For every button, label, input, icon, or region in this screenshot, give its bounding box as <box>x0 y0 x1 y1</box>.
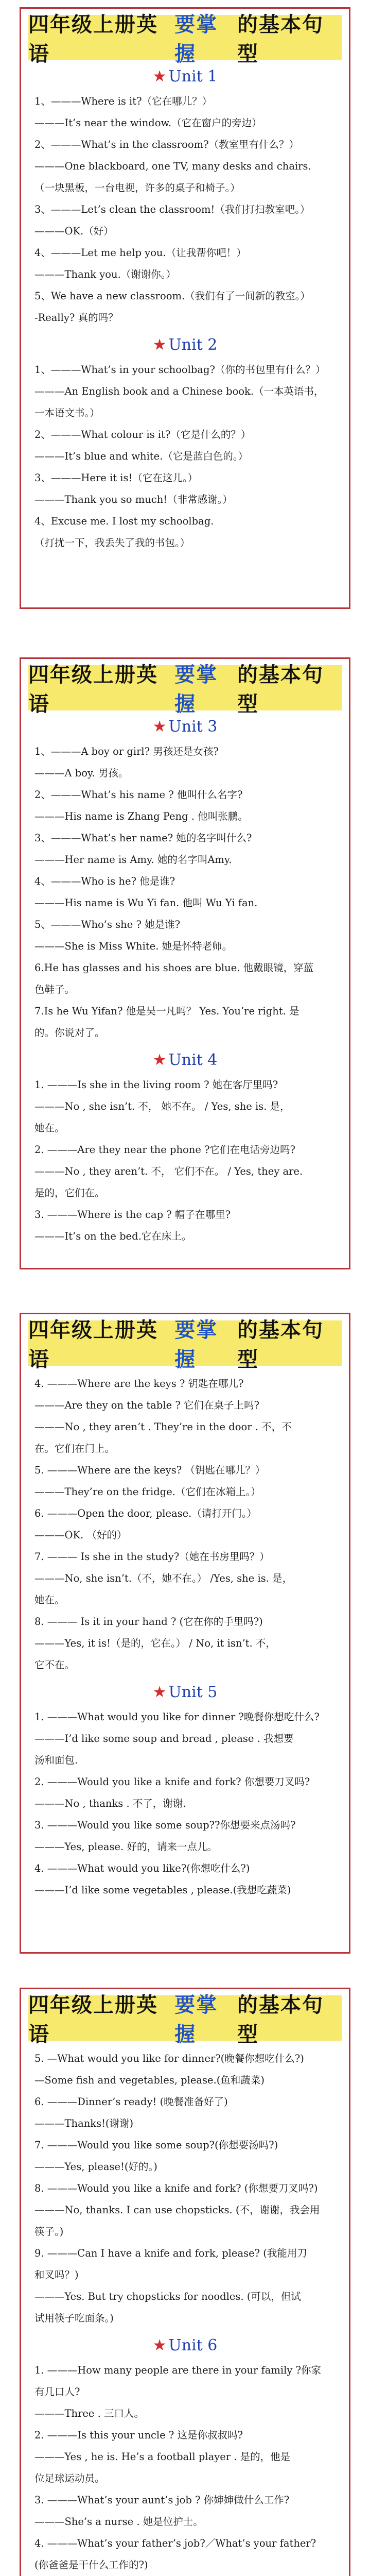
sentence-line: 2. ———Are they near the phone ?它们在电话旁边吗? <box>34 1144 295 1156</box>
sentence-line: 3、———Here it is!（它在这儿。） <box>34 472 198 484</box>
sentence-line: ———Yes , he is. He’s a football player . 是的，他是 <box>34 2451 291 2463</box>
sentence-line: 2. ———Is this your uncle ? 这是你叔叔吗? <box>34 2429 243 2441</box>
title-text: 四年级上册英语 <box>28 1993 158 2046</box>
sentence-line: 1. ———Is she in the living room ? 她在客厅里吗? <box>34 1079 278 1091</box>
sentence-line: 4、———Let me help you.（让我帮你吧！） <box>34 247 246 259</box>
sentence-line: 是的，它们在。 <box>34 1187 105 1199</box>
unit-title: Unit 5 <box>168 1683 218 1701</box>
sentence-line: 她在。 <box>34 1122 65 1134</box>
sentence-line: 一本语文书。） <box>34 407 100 419</box>
sentence-line: 7.Is he Wu Yifan? 他是吴一凡吗？ Yes. You’re right. 是 <box>34 1005 299 1017</box>
star-icon: ★ <box>152 1683 167 1701</box>
unit-title: Unit 6 <box>168 2336 218 2354</box>
sentence-line: ———OK. （好的） <box>34 1529 127 1541</box>
sentence-line: （打扰一下，我丢失了我的书包。） <box>34 537 190 549</box>
sentence-line: ———Yes, it is!（是的，它在。） / No, it isn’t. 不， <box>34 1637 276 1649</box>
title-text: 的基本句型 <box>237 1318 324 1371</box>
card-4 <box>20 1988 350 2576</box>
sentence-line: 和叉吗？) <box>34 2269 79 2281</box>
sentence-line: ———No , thanks . 不了，谢谢. <box>34 1798 186 1809</box>
sentence-line: —Some fish and vegetables, please.(鱼和蔬菜) <box>34 2074 265 2086</box>
sentence-line: 1、———A boy or girl? 男孩还是女孩? <box>34 745 219 757</box>
sentence-line: 3. ———What’s your aunt’s job ? 你婶婶做什么工作? <box>34 2494 290 2506</box>
sentence-line: 位足球运动员。 <box>34 2472 105 2484</box>
sentence-line: ———Thank you so much!（非常感谢。） <box>34 494 233 505</box>
sentence-line: ———No , she isn’t. 不， 她不在。 / Yes, she is. 是， <box>34 1100 290 1112</box>
title-text: 四年级上册英语 <box>28 663 158 716</box>
sentence-line: 3、———Let’s clean the classroom!（我们打扫教室吧。） <box>34 204 310 215</box>
sentence-line: 6. ———Dinner’s ready! (晚餐准备好了) <box>34 2096 228 2108</box>
sentence-line: 4. ———What’s your father’s job?／What’s your father? <box>34 2537 316 2549</box>
sentence-line: ———Yes. But try chopsticks for noodles. (可以，但试 <box>34 2291 301 2302</box>
sentence-line: ———They’re on the fridge.（它们在冰箱上。） <box>34 1486 261 1498</box>
star-icon: ★ <box>152 1051 167 1069</box>
sentence-line: 2、———What colour is it?（它是什么的？） <box>34 429 251 440</box>
sentence-line: 色鞋子。 <box>34 984 75 995</box>
star-icon: ★ <box>152 718 167 736</box>
sentence-line: 筷子。) <box>34 2226 64 2238</box>
sentence-line: ———His name is Zhang Peng . 他叫张鹏。 <box>34 810 248 822</box>
sentence-line: 1. ———How many people are there in your family ?你家 <box>34 2364 322 2376</box>
sentence-line: ———Thanks!(谢谢) <box>34 2117 134 2129</box>
sentence-line: (你爸爸是干什么工作的?) <box>34 2559 148 2571</box>
sentence-line: 5. ———Where are the keys? （钥匙在哪儿？） <box>34 1464 266 1476</box>
title-banner <box>28 663 342 716</box>
title-banner <box>28 13 342 66</box>
sentence-line: ———I’d like some vegetables , please.(我想吃蔬菜) <box>34 1884 291 1896</box>
title-highlight: 要掌握 <box>174 13 218 66</box>
unit-heading <box>21 1683 349 1701</box>
sentence-line: ———No , they aren’t. 不， 它们不在。 / Yes, they are. <box>34 1165 303 1177</box>
title-text: 的基本句型 <box>237 13 324 66</box>
sentence-line: ———She’s a nurse . 她是位护士。 <box>34 2516 203 2528</box>
title-text: 四年级上册英语 <box>28 13 158 66</box>
card-1 <box>20 7 350 609</box>
sentence-line: 4. ———What would you like?(你想吃什么?) <box>34 1862 250 1874</box>
sentence-line: 1、———What’s in your schoolbag?（你的书包里有什么？） <box>34 364 326 376</box>
sentence-list <box>21 2048 349 2329</box>
sentence-line: ———Three . 三口人。 <box>34 2408 145 2419</box>
sentence-line: 试用筷子吃面条。) <box>34 2312 114 2324</box>
sentence-line: 它不在。 <box>34 1659 75 1671</box>
sentence-line: ———No, she isn’t.（不，她不在。） /Yes, she is. 是， <box>34 1572 293 1584</box>
sentence-line: ———It’s near the window.（它在窗户的旁边） <box>34 117 262 129</box>
unit-title: Unit 1 <box>168 67 218 86</box>
sentence-line: 1、———Where is it?（它在哪儿？） <box>34 95 213 107</box>
sentence-line: -Really? 真的吗？ <box>34 312 118 324</box>
sentence-list <box>21 1074 349 1247</box>
sentence-list <box>21 1706 349 1901</box>
sentence-line: 4、Excuse me. I lost my schoolbag. <box>34 515 214 527</box>
sentence-line: ———His name is Wu Yi fan. 他叫 Wu Yi fan. <box>34 897 258 909</box>
sentence-list <box>21 359 349 554</box>
sentence-line: 3、———What’s her name? 她的名字叫什么? <box>34 832 252 844</box>
title-text: 的基本句型 <box>237 1993 324 2046</box>
sentence-line: 2. ———Would you like a knife and fork? 你想要刀叉吗? <box>34 1776 310 1788</box>
sentence-line: ———A boy. 男孩。 <box>34 767 129 779</box>
sentence-list <box>21 1373 349 1676</box>
title-text: 的基本句型 <box>237 663 324 716</box>
sentence-line: ———Her name is Amy. 她的名字叫Amy. <box>34 854 232 866</box>
sentence-list <box>21 2360 349 2576</box>
unit-heading <box>21 336 349 354</box>
sentence-line: 在。它们在门上。 <box>34 1443 115 1454</box>
sentence-list <box>21 91 349 329</box>
unit-heading <box>21 718 349 736</box>
sentence-line: ———It’s on the bed.它在床上。 <box>34 1230 192 1242</box>
sentence-line: ———She is Miss White. 她是怀特老师。 <box>34 940 233 952</box>
sentence-line: 5、We have a new classroom.（我们有了一间新的教室。） <box>34 290 310 302</box>
star-icon: ★ <box>152 336 167 354</box>
sentence-line: 4. ———Where are the keys ? 钥匙在哪儿? <box>34 1378 244 1389</box>
title-highlight: 要掌握 <box>174 663 218 716</box>
unit-title: Unit 4 <box>168 1051 218 1069</box>
unit-heading <box>21 67 349 86</box>
sentence-line: 1. ———What would you like for dinner ?晚餐你想吃什么? <box>34 1711 320 1723</box>
sentence-line: 的。你说对了。 <box>34 1027 105 1039</box>
sentence-line: 7. ——— Is she in the study?（她在书房里吗？） <box>34 1551 270 1563</box>
sentence-line: ———No , they aren’t . They’re in the door . 不，不 <box>34 1421 292 1433</box>
title-banner <box>28 1993 342 2046</box>
sentence-line: 9. ———Can I have a knife and fork, please? (我能用刀 <box>34 2247 307 2259</box>
sentence-line: 8. ———Would you like a knife and fork? (你想要刀叉吗?) <box>34 2182 318 2194</box>
sentence-line: 2、———What’s his name ? 他叫什么名字? <box>34 789 243 801</box>
title-highlight: 要掌握 <box>174 1318 218 1371</box>
card-2 <box>20 657 350 1269</box>
sentence-line: 有几口人? <box>34 2386 80 2398</box>
unit-heading <box>21 2336 349 2354</box>
sentence-line: ———It’s blue and white.（它是蓝白色的。） <box>34 450 249 462</box>
sentence-line: 3. ———Would you like some soup??你想要来点汤吗? <box>34 1819 296 1831</box>
sentence-line: ———Thank you.（谢谢你。） <box>34 268 177 280</box>
sentence-line: ———I’d like some soup and bread , please . 我想要 <box>34 1733 294 1744</box>
sentence-line: 7. ———Would you like some soup?(你想要汤吗?) <box>34 2139 278 2151</box>
title-text: 四年级上册英语 <box>28 1318 158 1371</box>
title-banner <box>28 1318 342 1371</box>
sentence-line: ———Yes, please!(好的。) <box>34 2161 157 2173</box>
sentence-line: ———No, thanks. I can use chopsticks. (不，谢谢，我会用 <box>34 2204 320 2216</box>
sentence-line: （一块黑板，一台电视，许多的桌子和椅子。） <box>34 182 240 194</box>
card-3 <box>20 1313 350 1954</box>
star-icon: ★ <box>152 67 167 86</box>
sentence-line: ———An English book and a Chinese book.（一本英语书， <box>34 385 324 397</box>
sentence-line: 6. ———Open the door, please.（请打开门。） <box>34 1507 257 1519</box>
sentence-line: ———One blackboard, one TV, many desks and chairs. <box>34 160 311 172</box>
sentence-line: 汤和面包. <box>34 1754 78 1766</box>
sentence-line: 8. ——— Is it in your hand ? (它在你的手里吗?) <box>34 1616 263 1628</box>
sentence-line: 3. ———Where is the cap ? 帽子在哪里? <box>34 1209 231 1221</box>
sentence-line: 4、———Who is he? 他是谁? <box>34 875 175 887</box>
sentence-line: 2、———What’s in the classroom?（教室里有什么？） <box>34 139 299 150</box>
sentence-line: ———OK.（好） <box>34 225 114 237</box>
sentence-line: 5. —What would you like for dinner?(晚餐你想吃什么?) <box>34 2053 304 2064</box>
unit-heading <box>21 1051 349 1069</box>
sentence-list <box>21 741 349 1044</box>
sentence-line: ———Are they on the table ? 它们在桌子上吗? <box>34 1399 259 1411</box>
title-highlight: 要掌握 <box>174 1993 218 2046</box>
sentence-line: 6.He has glasses and his shoes are blue. 他戴眼镜，穿蓝 <box>34 962 314 974</box>
unit-title: Unit 3 <box>168 718 218 736</box>
sentence-line: ———Yes, please. 好的，请来一点儿。 <box>34 1841 217 1853</box>
sentence-line: 5、———Who’s she ? 她是谁? <box>34 919 181 930</box>
star-icon: ★ <box>152 2336 167 2354</box>
unit-title: Unit 2 <box>168 336 218 354</box>
sentence-line: 她在。 <box>34 1594 65 1606</box>
